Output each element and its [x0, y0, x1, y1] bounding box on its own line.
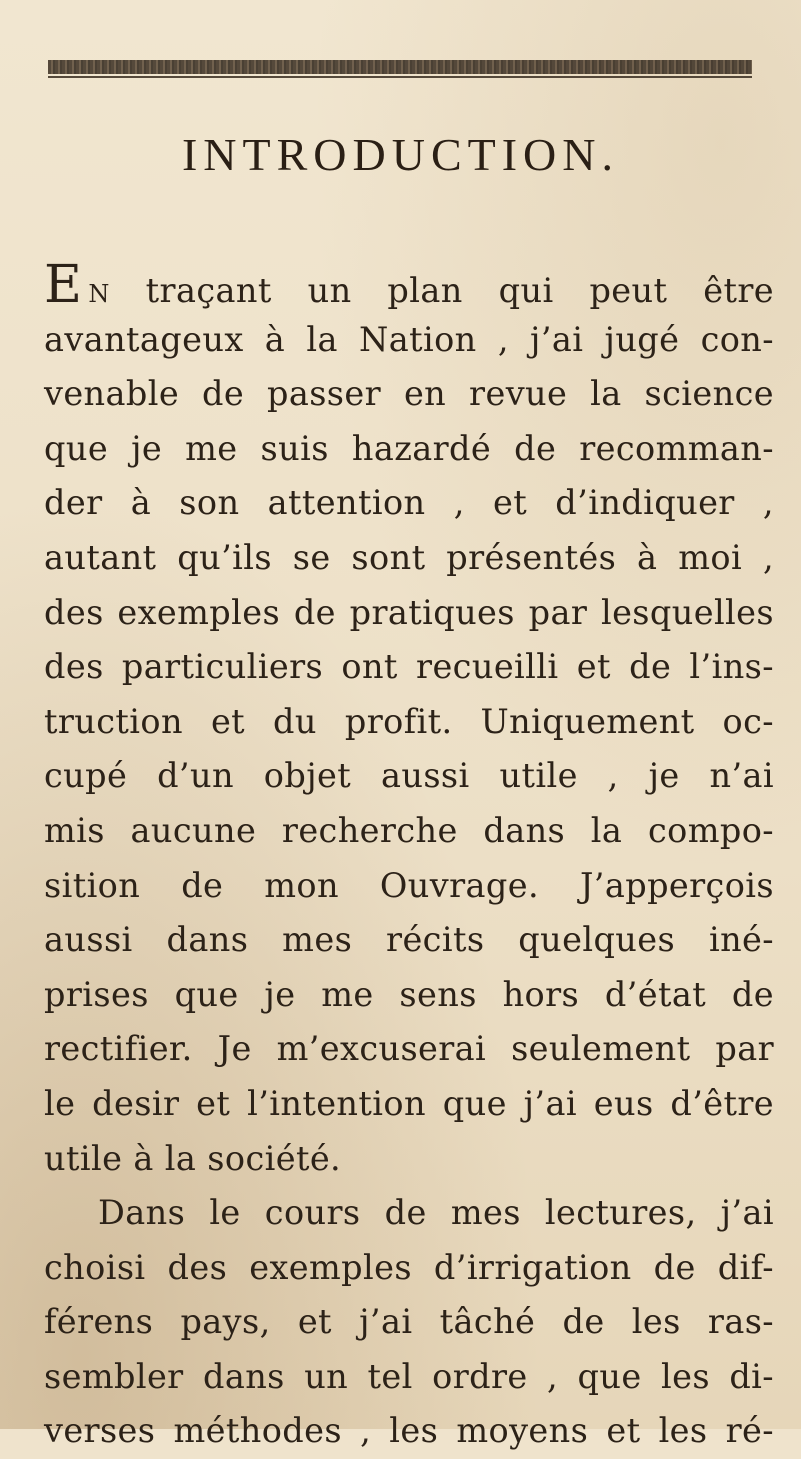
paragraph-2-line: verses méthodes , les moyens et les ré-	[44, 1411, 774, 1451]
text-line: des particuliers ont recueilli et de l’ins-	[44, 647, 774, 687]
text-line: autant qu’ils se sont présentés à moi ,	[44, 537, 774, 577]
text-line: avantageux à la Nation , j’ai jugé con-	[44, 319, 774, 359]
first-line-text: traçant un plan qui peut être	[145, 271, 774, 310]
paragraph-2-line: Dans le cours de mes lectures, j’ai	[98, 1193, 774, 1233]
text-line: le desir et l’intention que j’ai eus d’être	[44, 1083, 774, 1123]
text-line: utile à la société.	[44, 1138, 342, 1178]
paragraph-2-line: férens pays, et j’ai tâché de les ras-	[44, 1302, 774, 1342]
first-line	[44, 255, 774, 315]
text-line: mis aucune recherche dans la compo-	[44, 810, 774, 850]
text-line: aussi dans mes récits quelques iné-	[44, 920, 774, 960]
text-line: rectifier. Je m’excuserai seulement par	[44, 1029, 774, 1069]
header-ornament-rule	[48, 60, 752, 74]
text-line: truction et du profit. Uniquement oc-	[44, 701, 774, 741]
text-line: der à son attention , et d’indiquer ,	[44, 483, 774, 523]
text-line: des exemples de pratiques par lesquelles	[44, 592, 774, 632]
paragraph-2-line: sembler dans un tel ordre , que les di-	[44, 1356, 774, 1396]
paragraph-2-line: choisi des exemples d’irrigation de dif-	[44, 1247, 774, 1287]
first-line-smallcap: N	[88, 280, 110, 308]
text-line: prises que je me sens hors d’état de	[44, 974, 774, 1014]
text-line: venable de passer en revue la science	[44, 374, 774, 414]
body-text	[44, 255, 774, 1459]
page-title: INTRODUCTION.	[181, 129, 619, 180]
text-line: que je me suis hazardé de recomman-	[44, 428, 774, 468]
text-line: cupé d’un objet aussi utile , je n’ai	[44, 756, 774, 796]
drop-cap: E	[44, 255, 83, 315]
text-line: sition de mon Ouvrage. J’apperçois	[44, 865, 774, 905]
